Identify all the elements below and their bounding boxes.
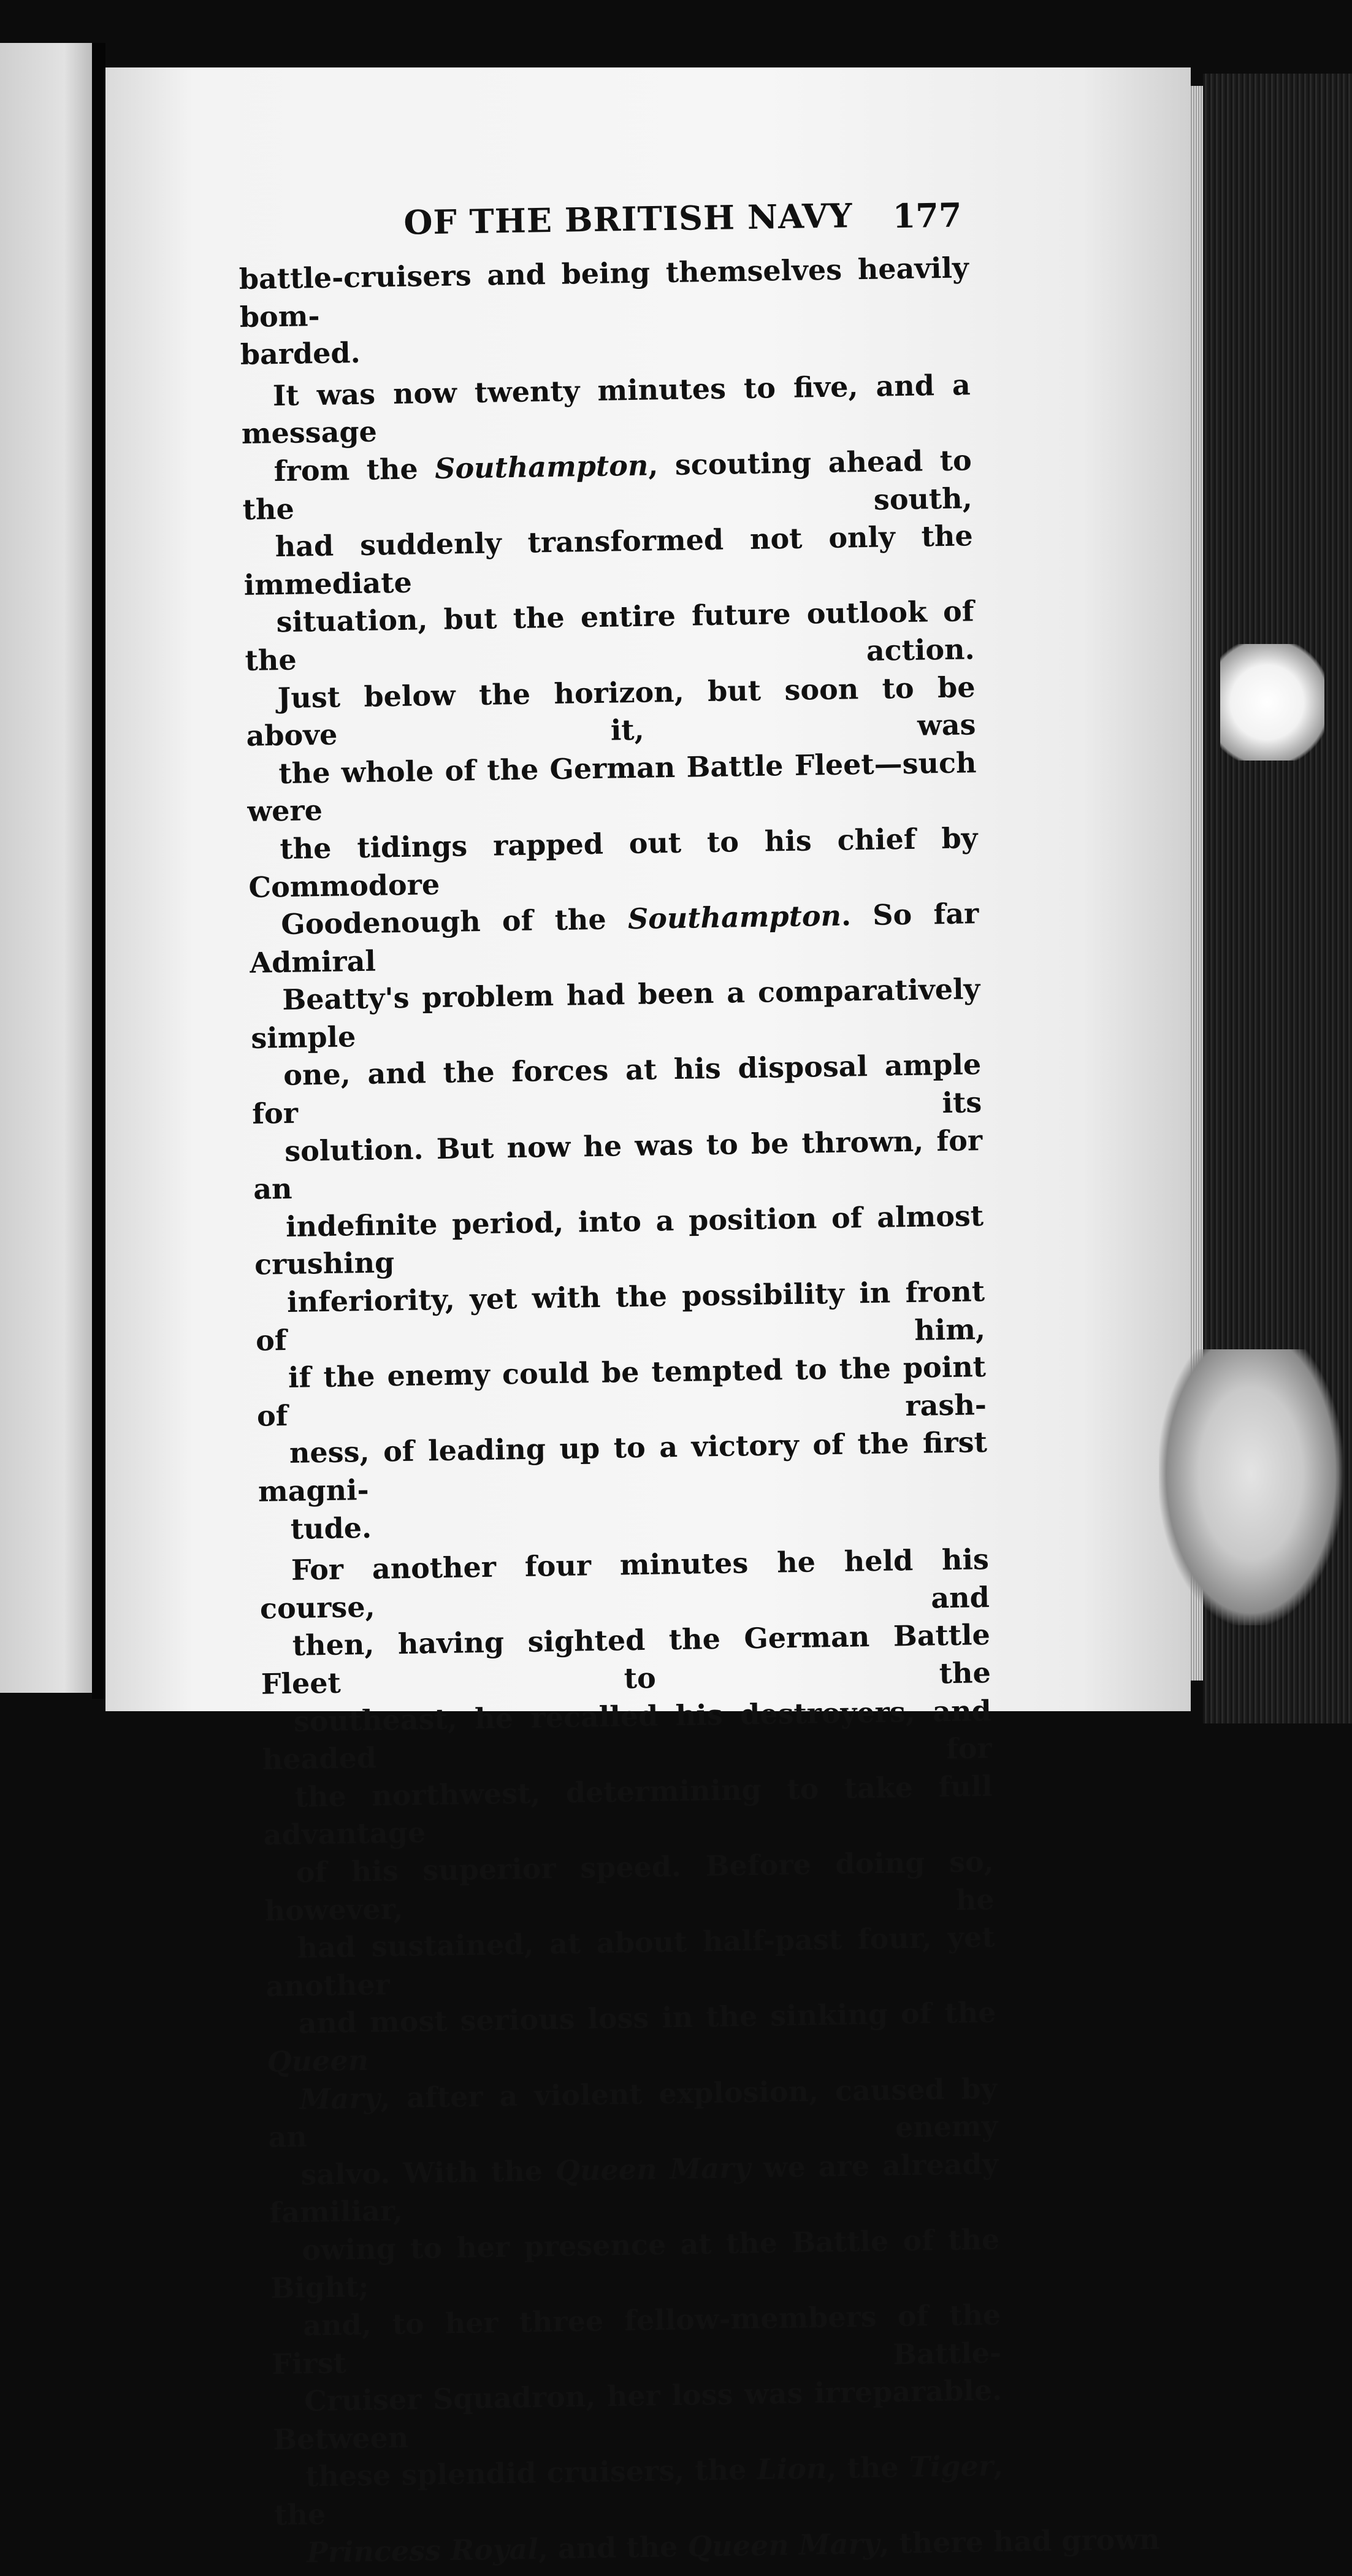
text-line: solution. But now he was to be thrown, for an: [253, 1123, 983, 1206]
text-line: if the enemy could be tempted to the point of rash-: [256, 1350, 987, 1433]
running-title: OF THE BRITISH NAVY: [403, 196, 854, 242]
italic-ship-name: Tiger: [909, 2449, 994, 2484]
italic-ship-name: Mary: [299, 2081, 381, 2116]
italic-ship-name: Queen Mary: [687, 2526, 880, 2563]
text-line: inferiority, yet with the possibility in front of him,: [255, 1275, 986, 1357]
text-line: and most serious loss in the sinking of the Queen: [267, 1996, 996, 2079]
text-line: salvo. With the Queen Mary we are already familiar,: [269, 2147, 999, 2229]
text-line: of his superior speed. Before doing so, however, he: [264, 1844, 995, 1928]
running-head: [238, 194, 968, 261]
text-line: had suddenly transformed not only the immediate: [243, 519, 974, 602]
text-line: from the Southampton, scouting ahead to the south,: [242, 443, 973, 526]
text-line: Cruiser Squadron, her loss was irreparable. Between: [272, 2374, 1003, 2456]
body-text: [239, 249, 1160, 2572]
text-line: tude.: [290, 1511, 372, 1546]
text-line: Goodenough of the Southampton. So far Admiral: [249, 897, 979, 979]
book-gutter: [92, 43, 105, 1699]
italic-ship-name: Princess Royal: [306, 2532, 539, 2569]
text-line: had sustained, at about half-past four, yet another: [265, 1920, 995, 2003]
paragraph: [240, 366, 988, 1549]
binding-damage-mark: [1159, 1349, 1343, 1625]
text-line: Just below the horizon, but soon to be above it, was: [246, 670, 976, 753]
text-line: owing to her presence at the Battle of the Bight;: [270, 2222, 1000, 2306]
italic-ship-name: Lion: [756, 2451, 827, 2486]
text-line: indefinite period, into a position of almost crushing: [254, 1198, 984, 1282]
text-line: Princess Royal, and the Queen Mary, there had grown: [306, 2522, 1160, 2569]
text-line: battle-cruisers and being themselves heavily bom-: [239, 251, 969, 334]
text-line: these splendid cruisers, the Lion, the Tiger, the: [273, 2449, 1004, 2532]
italic-ship-name: Queen: [267, 2043, 369, 2079]
paragraph: [259, 1541, 1160, 2572]
text-line: the whole of the German Battle Fleet—such were: [247, 745, 977, 829]
text-line: Beatty's problem had been a comparatively simple: [250, 972, 980, 1055]
text-line: It was now twenty minutes to five, and a message: [241, 368, 971, 451]
text-line: the northwest, determining to take full advantage: [263, 1769, 993, 1852]
italic-ship-name: Queen Mary: [555, 2150, 751, 2187]
text-line: the tidings rapped out to his chief by Commodore: [248, 821, 978, 904]
italic-ship-name: Southampton: [627, 899, 842, 936]
text-line: barded.: [240, 336, 361, 372]
text-block: [238, 194, 1160, 2575]
text-line: Mary, after a violent explosion, caused by an enemy: [268, 2071, 998, 2154]
text-line: then, having sighted the German Battle Fleet to the: [261, 1618, 991, 1701]
binding-damage-mark: [1220, 644, 1324, 761]
facing-page-edge: [0, 43, 92, 1693]
text-line: southeast, he recalled his destroyers, and headed for: [262, 1693, 993, 1776]
text-line: situation, but the entire future outlook of the action.: [245, 594, 975, 677]
text-line: ness, of leading up to a victory of the first magni-: [258, 1425, 988, 1508]
italic-ship-name: Southampton: [434, 448, 649, 485]
page-number: 177: [892, 195, 962, 236]
text-line: and, to her three fellow-members of the First Battle-: [271, 2298, 1002, 2381]
text-line: For another four minutes he held his course, and: [259, 1543, 990, 1625]
text-line: one, and the forces at his disposal ample for its: [251, 1048, 982, 1130]
paragraph: [239, 249, 970, 374]
